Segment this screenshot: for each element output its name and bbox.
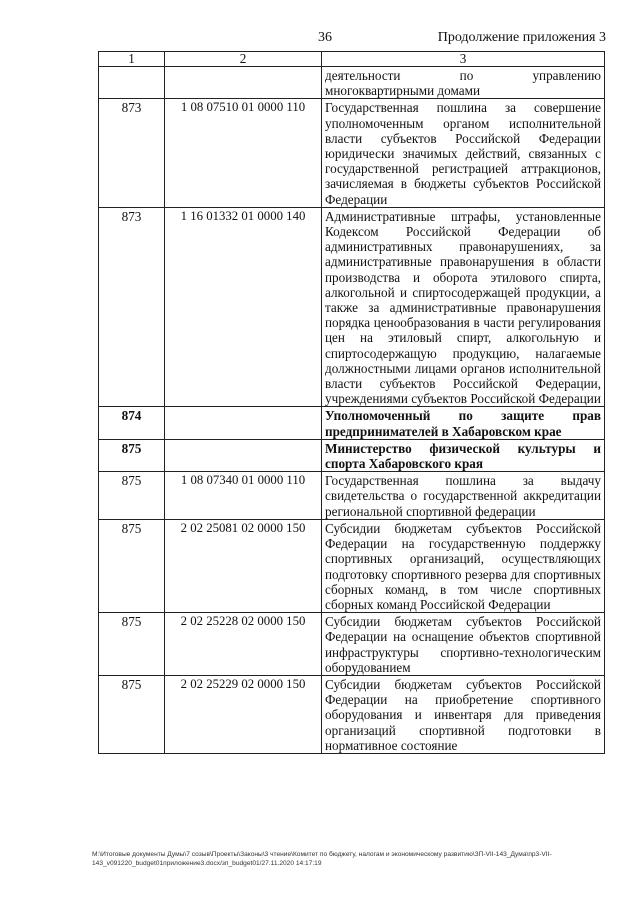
admin-code-cell	[99, 67, 165, 99]
budget-code-cell: 2 02 25229 02 0000 150	[165, 675, 322, 753]
budget-code-cell: 1 08 07340 01 0000 110	[165, 472, 322, 520]
description-cell: Субсидии бюджетам субъектов Российской Федерации на государственную поддержку спортивных организаций, осуществляющих подготовку спортивного резерва для спортивных сборных команд, в том числе спортивных сборных команд Российской Федерации	[322, 519, 605, 612]
budget-code-cell	[165, 407, 322, 439]
budget-code-cell: 2 02 25081 02 0000 150	[165, 519, 322, 612]
table-row-section	[99, 439, 605, 471]
admin-code-cell: 873	[99, 207, 165, 407]
description-cell: Государственная пошлина за выдачу свидетельства о государственной аккредитации региональной спортивной федерации	[322, 472, 605, 520]
document-path-footer: M:\Итоговые документы Думы\7 созыв\Проекты\Законы\3 чтение\Комитет по бюджету, налогам и экономическому развитию\ЗП-VII-143_Дума\пр3-VII-143_v091220_budget01приложение3.docx/зп_budget01/27.11.2020 14:17:19	[92, 851, 552, 867]
admin-code-cell: 875	[99, 675, 165, 753]
description-cell: Министерство физической культуры и спорта Хабаровского края	[322, 439, 605, 471]
page-number: 36	[318, 30, 332, 45]
continuation-label: Продолжение приложения 3	[437, 30, 606, 45]
admin-code-cell: 873	[99, 99, 165, 207]
description-cell: Субсидии бюджетам субъектов Российской Федерации на приобретение спортивного оборудования и инвентаря для приведения организаций спортивной подготовки в нормативное состояние	[322, 675, 605, 753]
table-row	[99, 675, 605, 753]
description-cell: Государственная пошлина за совершение уполномоченным органом исполнительной власти субъектов Российской Федерации юридически значимых действий, связанных с государственной регистрацией аттракционов, зачисляемая в бюджеты субъектов Российской Федерации	[322, 99, 605, 207]
revenue-table-container	[98, 51, 604, 754]
admin-code-cell: 875	[99, 472, 165, 520]
table-row	[99, 519, 605, 612]
table-body	[99, 67, 605, 754]
admin-code-cell: 875	[99, 439, 165, 471]
admin-code-cell: 875	[99, 613, 165, 676]
column-header-2: 2	[165, 52, 322, 67]
budget-code-cell	[165, 439, 322, 471]
budget-code-cell: 2 02 25228 02 0000 150	[165, 613, 322, 676]
description-cell: Административные штрафы, установленные Кодексом Российской Федерации об административных правонарушениях, за административные правонарушения в области производства и оборота этилового спирта, алкогольной и спиртосодержащей продукции, а также за административные правонарушения порядка ценообразования в части регулирования цен на этиловый спирт, алкогольную и спиртосодержащую продукцию, налагаемые должностными лицами органов исполнительной власти субъектов Российской Федерации, учреждениями субъектов Российской Федерации	[322, 207, 605, 407]
column-header-3: 3	[322, 52, 605, 67]
description-cell: Уполномоченный по защите прав предпринимателей в Хабаровском крае	[322, 407, 605, 439]
budget-code-cell	[165, 67, 322, 99]
revenue-table	[98, 51, 605, 754]
table-row-section	[99, 407, 605, 439]
description-cell: деятельности по управлению многоквартирными домами	[322, 67, 605, 99]
column-header-1: 1	[99, 52, 165, 67]
table-header-row	[99, 52, 605, 67]
table-row	[99, 613, 605, 676]
budget-code-cell: 1 16 01332 01 0000 140	[165, 207, 322, 407]
description-cell: Субсидии бюджетам субъектов Российской Федерации на оснащение объектов спортивной инфраструктуры спортивно-технологическим оборудованием	[322, 613, 605, 676]
budget-code-cell: 1 08 07510 01 0000 110	[165, 99, 322, 207]
table-row	[99, 472, 605, 520]
table-row	[99, 67, 605, 99]
table-row	[99, 207, 605, 407]
admin-code-cell: 874	[99, 407, 165, 439]
table-row	[99, 99, 605, 207]
admin-code-cell: 875	[99, 519, 165, 612]
